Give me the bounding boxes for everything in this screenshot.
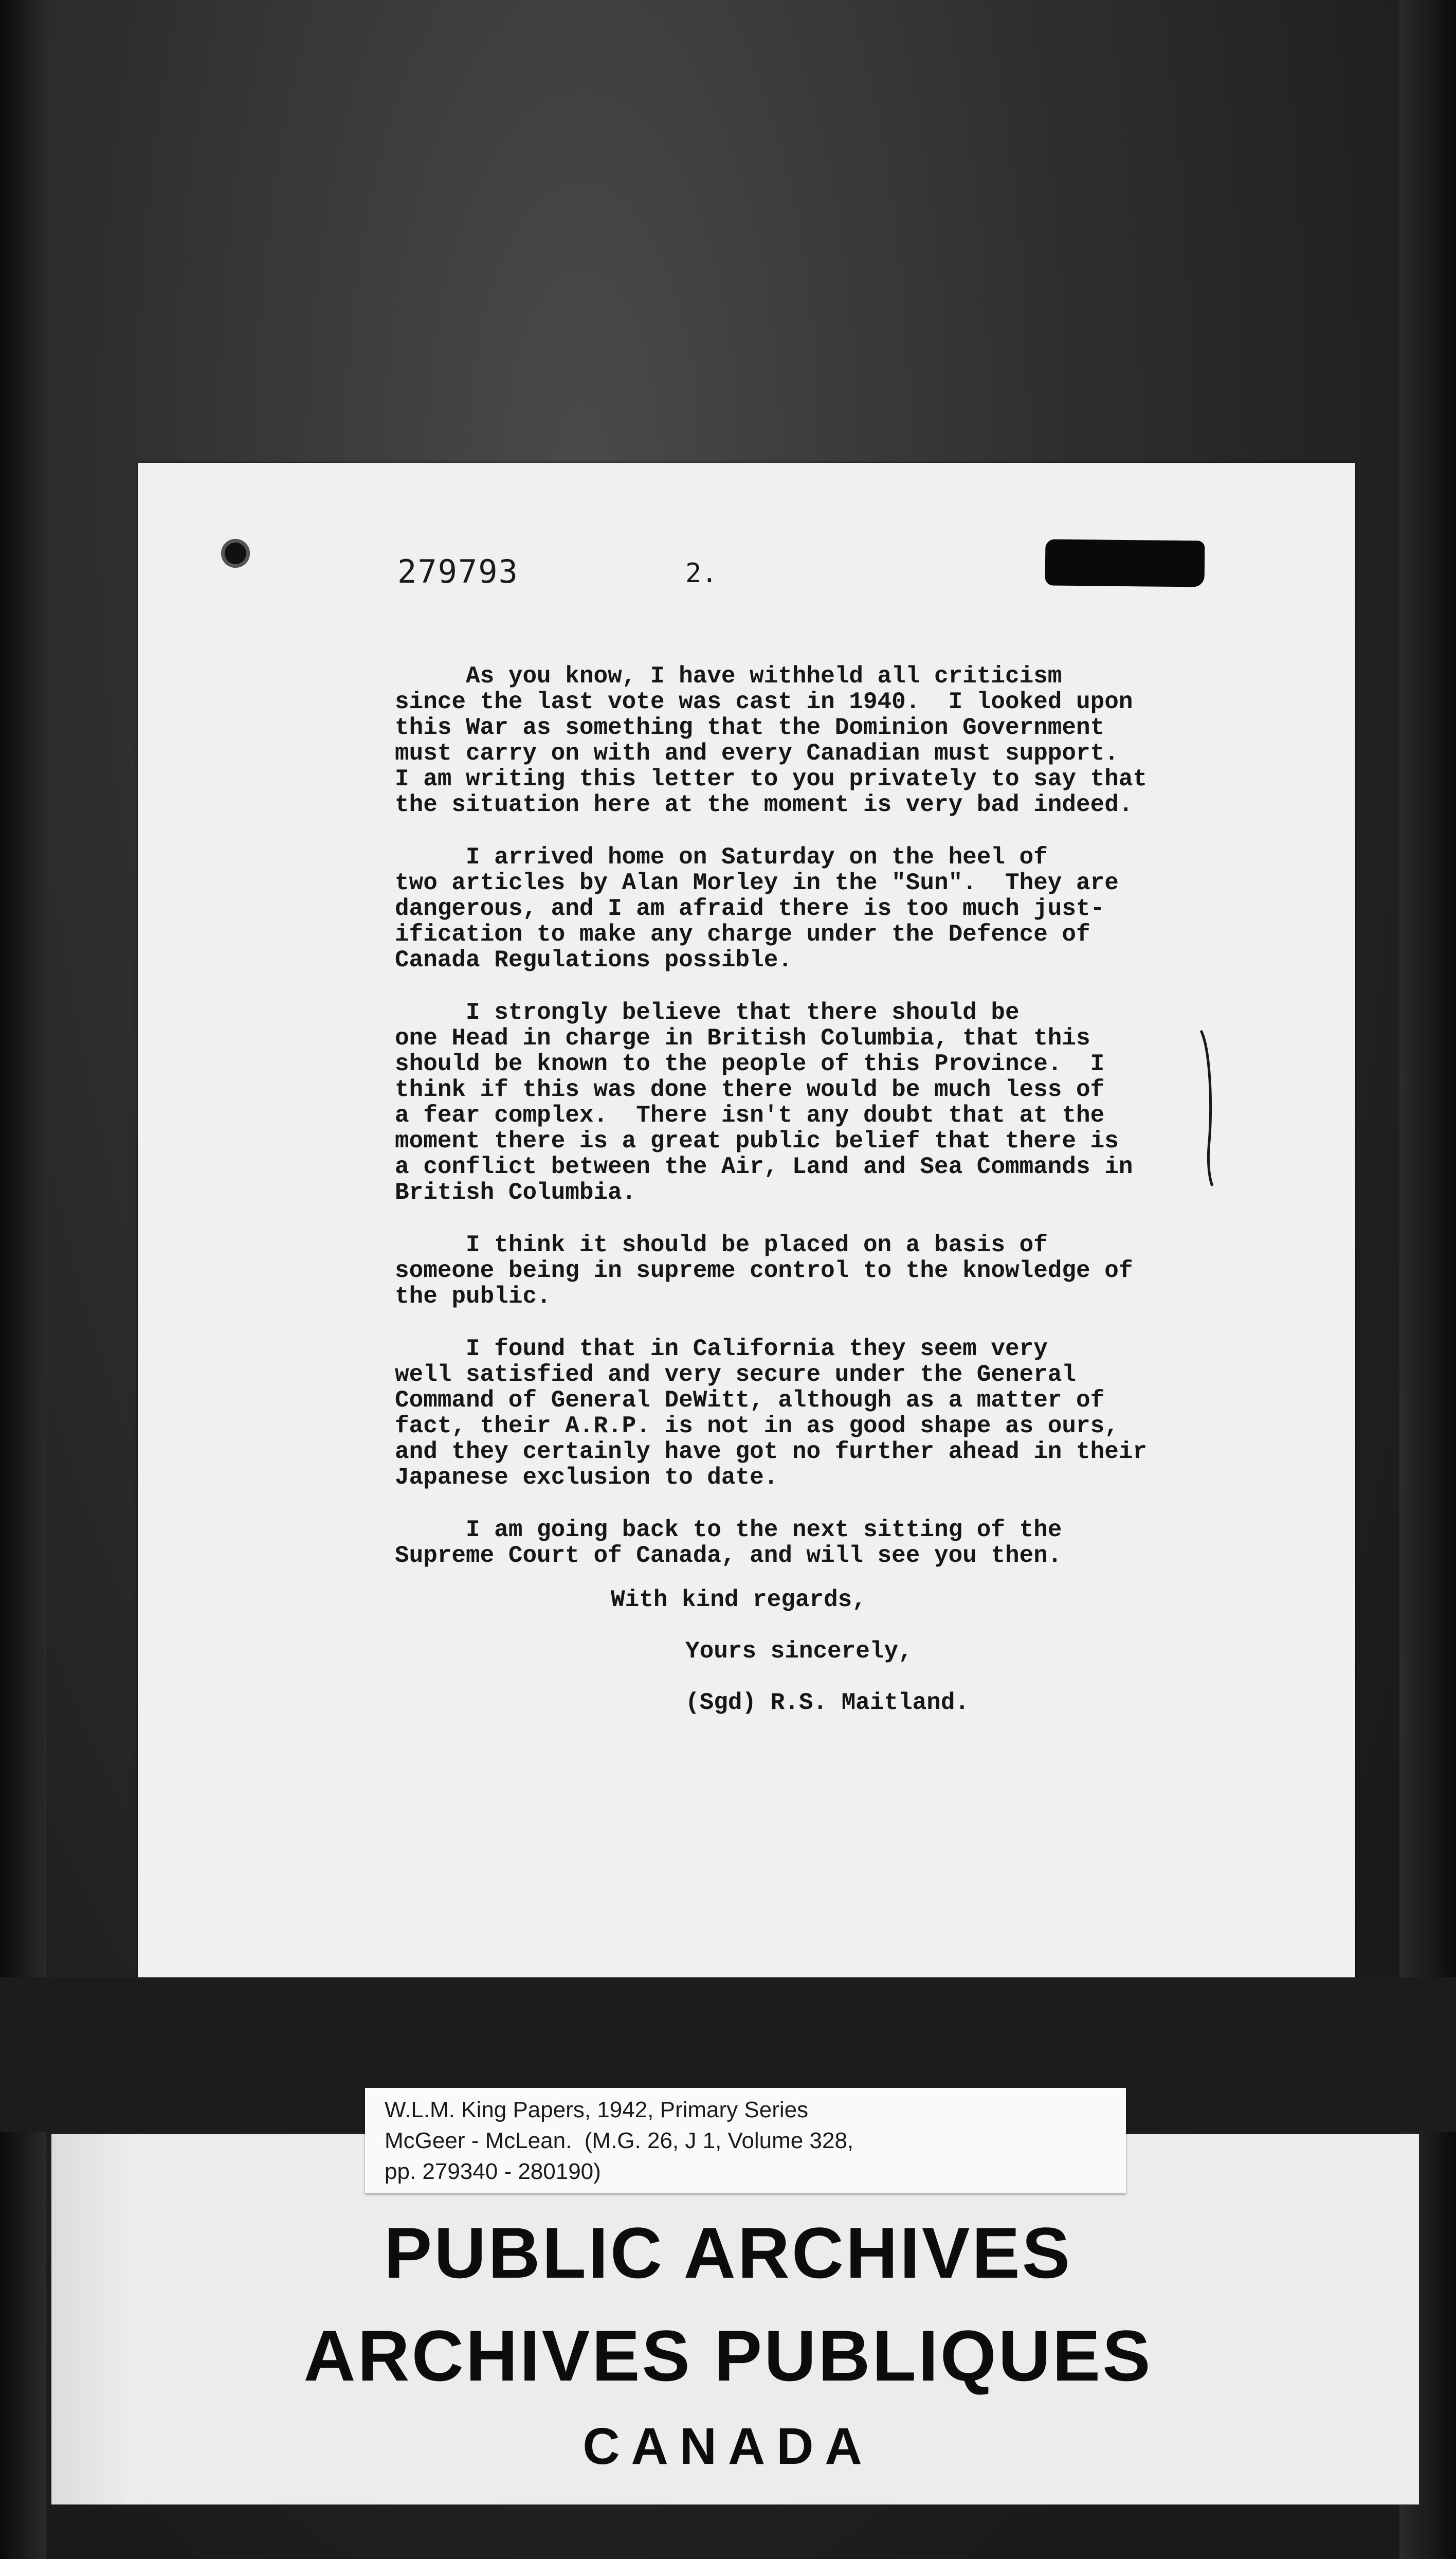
document-number: 279793 [397,553,519,590]
paragraph-supreme-control: I think it should be placed on a basis of someone being in supreme control to the knowledge of the public. [395,1232,1133,1310]
closing-line: With kind regards, [611,1587,866,1613]
stamp-archives-publiques: ARCHIVES PUBLIQUES [303,2315,1153,2396]
reference-line-1: W.L.M. King Papers, 1942, Primary Series [385,2097,809,2122]
stamp-canada: CANADA [583,2418,873,2475]
film-edge-left [0,0,46,2559]
page-number: 2. [685,558,718,589]
paragraph-one-head: I strongly believe that there should be one Head in charge in British Columbia, that this should be known to the people of this Province. I think if this was done there would be much less of a fear complex. There isn't any doubt that at the moment there is a great public belief that there is a conflict between the Air, Land and Sea Commands in British Columbia. [395,999,1133,1206]
reference-line-2: McGeer - McLean. (M.G. 26, J 1, Volume 328, [385,2128,854,2153]
paragraph-criticism: As you know, I have withheld all criticism since the last vote was cast in 1940. I looked upon this War as something that the Dominion Government must carry on with and every Canadian must support. I am writing this letter to you privately to say that the situation here at the moment is very bad indeed. [395,663,1148,818]
paragraph-supreme-court: I am going back to the next sitting of the Supreme Court of Canada, and will see you then. [395,1517,1062,1569]
paragraph-california: I found that in California they seem very well satisfied and very secure under the General Command of General DeWitt, although as a matter of fact, their A.R.P. is not in as good shape as ours, and they certainly have got no further ahead in their Japanese exclusion to date. [395,1336,1148,1491]
reference-line-3: pp. 279340 - 280190) [385,2159,601,2184]
valediction: Yours sincerely, [685,1638,913,1665]
letter-page [138,463,1355,1977]
reference-label [365,2088,1126,2193]
signature: (Sgd) R.S. Maitland. [685,1689,970,1716]
margin-bracket-mark [1197,1029,1217,1188]
paragraph-articles: I arrived home on Saturday on the heel of two articles by Alan Morley in the "Sun". They are dangerous, and I am afraid there is too much just- ification to make any charge under the Defence of Canada Regulations possible. [395,844,1119,974]
stamp-public-archives: PUBLIC ARCHIVES [384,2212,1072,2293]
letter-body [395,663,1259,1595]
punch-hole [221,539,250,568]
redaction-block [1045,539,1205,587]
